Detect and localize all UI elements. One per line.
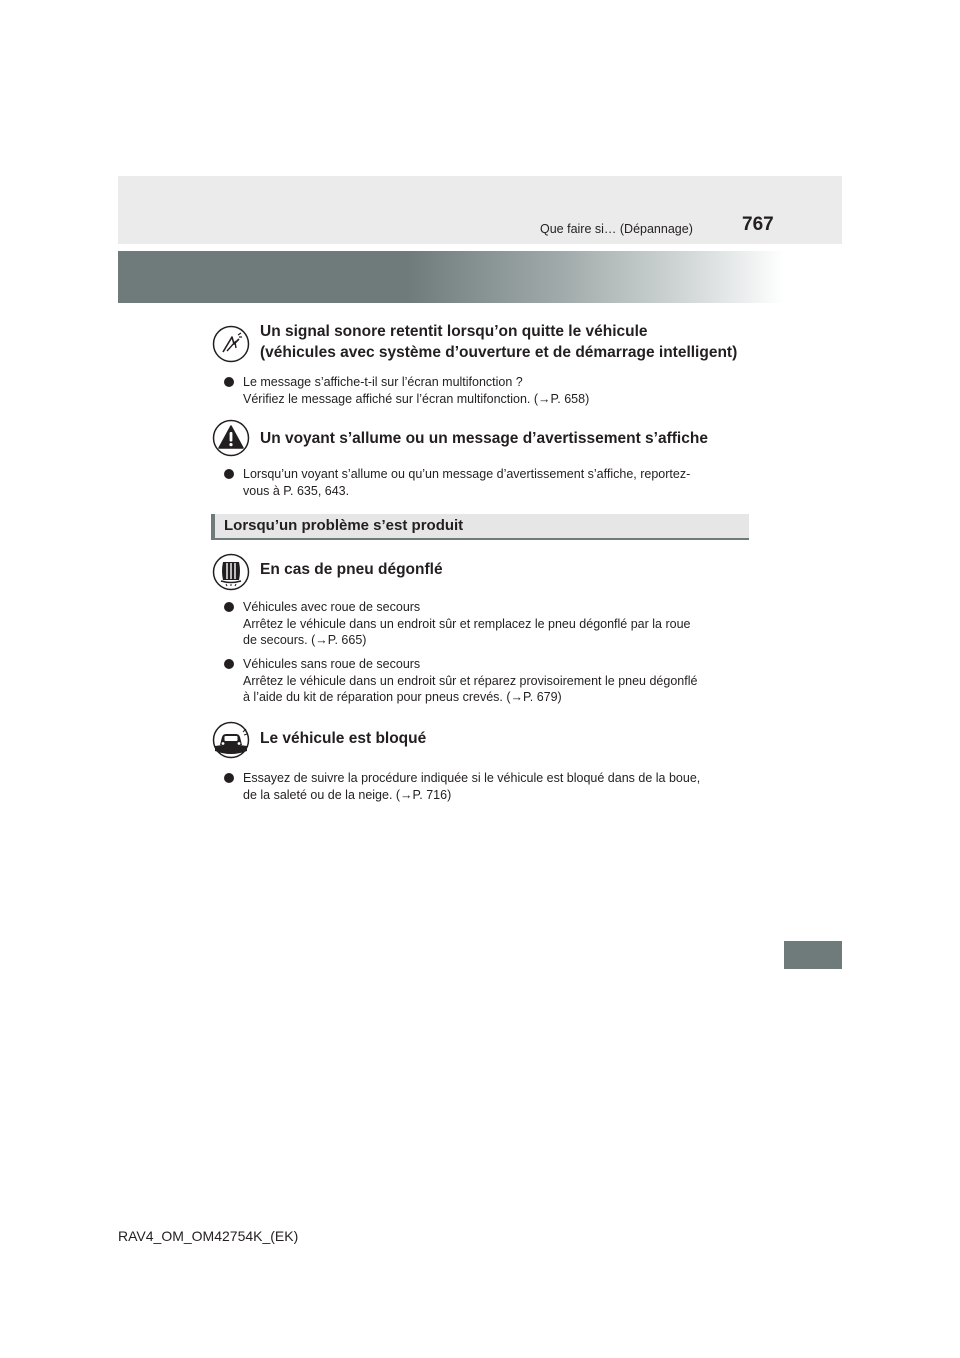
header-band [118, 176, 842, 244]
section-title: Lorsqu’un problème s’est produit [224, 517, 464, 534]
heading-buzzer-line2: (véhicules avec système d’ouverture et de démarrage intelligent) [260, 344, 738, 361]
warning-triangle-icon [212, 419, 250, 457]
bullet-text: Arrêtez le véhicule dans un endroit sûr et réparez provisoirement le pneu dégonflé [243, 673, 698, 688]
bullet-text: Arrêtez le véhicule dans un endroit sûr et remplacez le pneu dégonflé par la roue [243, 616, 691, 631]
bullet-dot [224, 659, 234, 669]
bullet-text: Essayez de suivre la procédure indiquée si le véhicule est bloqué dans de la boue, [243, 771, 701, 785]
bullet-dot [224, 377, 234, 387]
section-bar [211, 514, 749, 540]
section-bar-accent [211, 514, 215, 538]
bullet-dot [224, 469, 234, 479]
heading-warning: Un voyant s’allume ou un message d’avertissement s’affiche [260, 430, 708, 447]
flat-tire-icon [212, 553, 250, 591]
bullet-text: Véhicules sans roue de secours [243, 657, 421, 671]
bullet-dot [224, 773, 234, 783]
bullet-text: de secours. (→P. 665) [243, 633, 367, 647]
gradient-banner [118, 251, 842, 303]
heading-tire: En cas de pneu dégonflé [260, 561, 443, 578]
bullet-text: Lorsqu’un voyant s’allume ou qu’un message d’avertissement s’affiche, reportez- [243, 467, 691, 481]
bullet-text: à l’aide du kit de réparation pour pneus crevés. (→P. 679) [243, 690, 562, 704]
heading-stuck: Le véhicule est bloqué [260, 730, 427, 747]
chapter-tab [784, 941, 842, 969]
bullet-text: Le message s’affiche-t-il sur l’écran multifonction ? [243, 375, 523, 389]
page-number: 767 [742, 214, 774, 235]
bullet-dot [224, 602, 234, 612]
bullet-text: de la saleté ou de la neige. (→P. 716) [243, 787, 452, 802]
heading-buzzer-line1: Un signal sonore retentit lorsqu’on quitte le véhicule [260, 323, 648, 340]
bullet-text: vous à P. 635, 643. [243, 483, 350, 498]
bullet-text: Véhicules avec roue de secours [243, 600, 421, 614]
chapter-title: Que faire si… (Dépannage) [540, 222, 693, 236]
stuck-car-icon [212, 721, 250, 759]
bullet-text: Vérifiez le message affiché sur l’écran multifonction. (→P. 658) [243, 391, 590, 406]
buzzer-icon [212, 325, 250, 363]
document-code: RAV4_OM_OM42754K_(EK) [118, 1228, 299, 1244]
